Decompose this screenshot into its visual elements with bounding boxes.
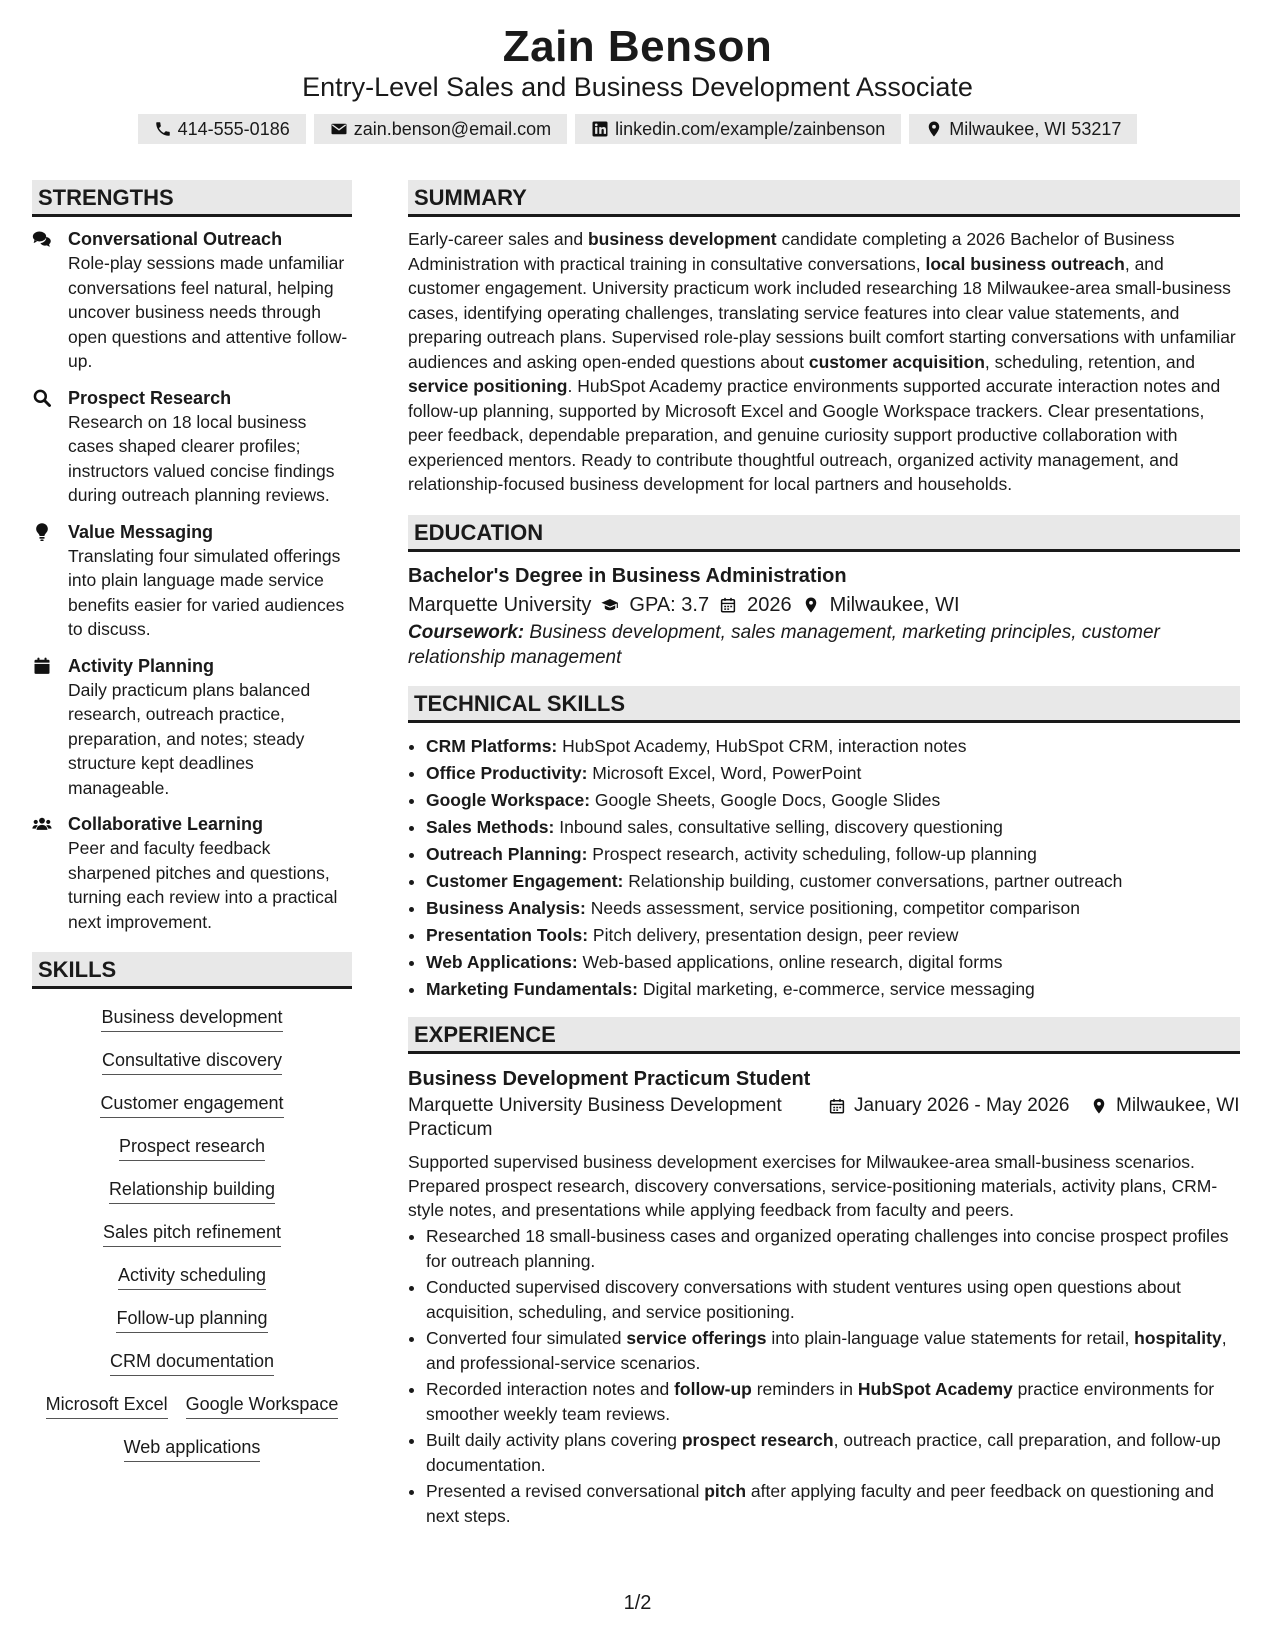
strength-item bbox=[32, 520, 352, 642]
degree-title: Bachelor's Degree in Business Administration bbox=[408, 564, 847, 587]
list-item bbox=[426, 1224, 1240, 1275]
strengths-heading: STRENGTHS bbox=[32, 180, 352, 217]
location-text: Milwaukee, WI 53217 bbox=[949, 118, 1122, 139]
skill-value: Needs assessment, service positioning, competitor comparison bbox=[585, 897, 1080, 918]
map-pin-icon bbox=[802, 596, 820, 614]
skills-list bbox=[32, 999, 352, 1462]
search-icon bbox=[32, 388, 52, 408]
strength-desc: Research on 18 local business cases shaped clearer profiles; instructors valued concise findings during outreach planning reviews. bbox=[68, 411, 335, 505]
bullet-emphasis: service offerings bbox=[626, 1327, 767, 1348]
phone-chip[interactable] bbox=[138, 114, 306, 144]
list-item bbox=[426, 787, 1240, 814]
list-item bbox=[426, 976, 1240, 1003]
skill-value: HubSpot Academy, HubSpot CRM, interaction notes bbox=[557, 735, 967, 756]
bullet-emphasis: hospitality bbox=[1134, 1327, 1222, 1348]
bullet-text: after applying faculty and peer feedback on questioning and next steps. bbox=[426, 1480, 1215, 1526]
strength-desc: Translating four simulated offerings into plain language made service benefits easier for varied audiences to discuss. bbox=[68, 545, 345, 639]
location-chip bbox=[909, 114, 1137, 144]
job-summary: Supported supervised business development exercises for Milwaukee-area small-business scenarios. Prepared prospect research, discovery conversations, service-positioning materials, activity plans, CRM-style notes, and presentations while applying feedback from faculty and peers. bbox=[408, 1151, 1218, 1220]
bullet-text: Built daily activity plans covering bbox=[426, 1429, 682, 1450]
skill-tag: Customer engagement bbox=[100, 1091, 283, 1118]
strength-title: Conversational Outreach bbox=[68, 229, 283, 249]
bullet-text: into plain-language value statements for retail, bbox=[766, 1327, 1135, 1348]
job-location-text: Milwaukee, WI bbox=[1116, 1094, 1240, 1116]
graduation-year: 2026 bbox=[747, 593, 792, 616]
bullet-emphasis: HubSpot Academy bbox=[857, 1378, 1013, 1399]
calendar-icon bbox=[719, 596, 737, 614]
calendar-icon bbox=[32, 656, 52, 676]
list-item bbox=[426, 1428, 1240, 1479]
technical-skills-heading: TECHNICAL SKILLS bbox=[408, 686, 1240, 723]
summary-part: candidate completing a 2026 Bachelor of Business Administration with practical training in consultative conversations, bbox=[408, 229, 1175, 274]
left-column bbox=[32, 180, 352, 1478]
bullet-text: Researched 18 small-business cases and organized operating challenges into concise prospect profiles for outreach planning. bbox=[426, 1225, 1229, 1271]
list-item bbox=[426, 1377, 1240, 1428]
skill-value: Pitch delivery, presentation design, peer review bbox=[588, 924, 959, 945]
list-item bbox=[426, 1326, 1240, 1377]
skill-value: Google Sheets, Google Docs, Google Slides bbox=[590, 789, 941, 810]
skill-tag: Activity scheduling bbox=[118, 1263, 266, 1290]
strength-item bbox=[32, 386, 352, 508]
comments-icon bbox=[32, 229, 52, 249]
bullet-text: , and professional-service scenarios. bbox=[426, 1327, 1227, 1373]
coursework-label: Coursework: bbox=[408, 621, 525, 643]
right-column bbox=[408, 180, 1240, 1530]
skill-value: Relationship building, customer conversations, partner outreach bbox=[623, 870, 1123, 891]
bullet-text: reminders in bbox=[751, 1378, 858, 1399]
list-item bbox=[426, 868, 1240, 895]
summary-heading: SUMMARY bbox=[408, 180, 1240, 217]
skill-value: Microsoft Excel, Word, PowerPoint bbox=[587, 762, 862, 783]
skill-value: Web-based applications, online research, digital forms bbox=[577, 951, 1003, 972]
skill-tag: Business development bbox=[101, 1005, 282, 1032]
calendar-icon bbox=[828, 1097, 846, 1115]
job-meta bbox=[408, 1094, 1240, 1142]
skill-tag: Consultative discovery bbox=[102, 1048, 282, 1075]
summary-emphasis: business development bbox=[587, 229, 777, 249]
skill-tag: Microsoft Excel bbox=[46, 1392, 168, 1419]
summary-text bbox=[408, 227, 1240, 497]
map-pin-icon bbox=[1090, 1097, 1108, 1115]
skill-label: Google Workspace: bbox=[426, 789, 591, 810]
bullet-emphasis: prospect research bbox=[681, 1429, 834, 1450]
lightbulb-icon bbox=[32, 522, 52, 542]
skill-tag: CRM documentation bbox=[110, 1349, 274, 1376]
skill-label: Customer Engagement: bbox=[426, 870, 624, 891]
list-item bbox=[426, 1275, 1240, 1326]
linkedin-chip[interactable] bbox=[575, 114, 901, 144]
contact-bar bbox=[0, 114, 1275, 144]
skill-tag: Follow-up planning bbox=[116, 1306, 267, 1333]
list-item bbox=[426, 949, 1240, 976]
list-item bbox=[426, 841, 1240, 868]
phone-icon bbox=[154, 120, 172, 138]
summary-part: , scheduling, retention, and bbox=[984, 351, 1196, 372]
email-address: zain.benson@email.com bbox=[353, 118, 552, 139]
page-number: 1/2 bbox=[623, 1592, 652, 1614]
employer-name: Marquette University Business Development Practicum bbox=[408, 1094, 782, 1140]
strength-desc: Peer and faculty feedback sharpened pitches and questions, turning each review into a practical next improvement. bbox=[68, 838, 338, 932]
strength-desc: Daily practicum plans balanced research, outreach practice, preparation, and notes; steady structure kept deadlines manageable. bbox=[68, 679, 311, 798]
skill-tag: Relationship building bbox=[109, 1177, 275, 1204]
skill-label: Office Productivity: bbox=[426, 762, 588, 783]
map-pin-icon bbox=[925, 120, 943, 138]
candidate-name: Zain Benson bbox=[502, 22, 773, 71]
strength-desc: Role-play sessions made unfamiliar conversations feel natural, helping uncover business needs through open questions and attentive follow-up. bbox=[68, 253, 348, 371]
skill-label: Marketing Fundamentals: bbox=[426, 978, 638, 999]
strength-item bbox=[32, 227, 352, 374]
bullet-text: Presented a revised conversational bbox=[426, 1480, 705, 1501]
summary-part: Early-career sales and bbox=[408, 229, 588, 249]
strength-title: Activity Planning bbox=[68, 655, 215, 676]
phone-number: 414-555-0186 bbox=[177, 118, 290, 139]
bullet-emphasis: pitch bbox=[704, 1480, 747, 1501]
skill-value: Digital marketing, e-commerce, service messaging bbox=[637, 978, 1035, 999]
candidate-title: Entry-Level Sales and Business Development Associate bbox=[302, 72, 973, 102]
skill-label: Business Analysis: bbox=[426, 897, 586, 918]
list-item bbox=[426, 760, 1240, 787]
summary-emphasis: customer acquisition bbox=[808, 351, 985, 372]
education-meta bbox=[408, 590, 1240, 620]
bullet-text: practice environments for smoother weekly team reviews. bbox=[426, 1378, 1215, 1424]
bullet-text: , outreach practice, call preparation, and follow-up documentation. bbox=[426, 1429, 1221, 1475]
linkedin-url: linkedin.com/example/zainbenson bbox=[615, 118, 886, 139]
list-item bbox=[426, 733, 1240, 760]
job-location bbox=[1090, 1094, 1240, 1142]
job-dates bbox=[818, 1094, 1090, 1142]
skill-label: Web Applications: bbox=[426, 951, 578, 972]
summary-part: . HubSpot Academy practice environments supported accurate interaction notes and follow-up planning, supported by Microsoft Excel and Google Workspace trackers. Clear presentations, peer feedback, dependable preparation, and genuine curiosity support productive collaboration with experienced mentors. Ready to contribute thoughtful outreach, organized activity management, and relationship-focused business development for local partners and households. bbox=[408, 376, 1221, 494]
list-item bbox=[426, 1479, 1240, 1530]
strength-title: Value Messaging bbox=[68, 521, 214, 542]
skills-heading: SKILLS bbox=[32, 952, 352, 989]
bullet-text: Recorded interaction notes and bbox=[426, 1378, 675, 1399]
job-bullets bbox=[408, 1224, 1240, 1530]
coursework-list: Business development, sales management, marketing principles, customer relationship management bbox=[408, 621, 1160, 668]
users-icon bbox=[32, 814, 52, 834]
strength-title: Collaborative Learning bbox=[68, 814, 264, 834]
skill-tag: Prospect research bbox=[119, 1134, 265, 1161]
education-heading: EDUCATION bbox=[408, 515, 1240, 552]
experience-heading: EXPERIENCE bbox=[408, 1017, 1240, 1054]
strength-title: Prospect Research bbox=[68, 387, 232, 408]
skill-tag: Sales pitch refinement bbox=[103, 1220, 281, 1247]
job-date-range: January 2026 - May 2026 bbox=[854, 1094, 1070, 1116]
skill-value: Prospect research, activity scheduling, follow-up planning bbox=[587, 843, 1037, 864]
email-chip[interactable] bbox=[314, 114, 567, 144]
skill-label: Sales Methods: bbox=[426, 816, 555, 837]
gpa-value: GPA: 3.7 bbox=[629, 593, 710, 616]
skill-label: Outreach Planning: bbox=[426, 843, 588, 864]
coursework bbox=[408, 620, 1240, 670]
school-location: Milwaukee, WI bbox=[829, 593, 960, 616]
strength-item bbox=[32, 654, 352, 801]
skill-label: Presentation Tools: bbox=[426, 924, 589, 945]
school-name: Marquette University bbox=[408, 593, 592, 616]
technical-skills-list bbox=[408, 733, 1240, 1003]
summary-emphasis: local business outreach bbox=[925, 253, 1125, 274]
strength-item bbox=[32, 812, 352, 934]
summary-emphasis: service positioning bbox=[408, 376, 568, 396]
bullet-text: Converted four simulated bbox=[426, 1327, 627, 1348]
bullet-emphasis: follow-up bbox=[674, 1378, 752, 1399]
envelope-icon bbox=[330, 120, 348, 138]
linkedin-icon bbox=[591, 120, 609, 138]
skill-label: CRM Platforms: bbox=[426, 735, 558, 756]
list-item bbox=[426, 922, 1240, 949]
list-item bbox=[426, 814, 1240, 841]
list-item bbox=[426, 895, 1240, 922]
summary-part: , and customer engagement. University practicum work included researching 18 Milwaukee-area small-business cases, identifying operating challenges, translating service features into clear value statements, and preparing outreach plans. Supervised role-play sessions built comfort starting conversations with unfamiliar audiences and asking open-ended questions about bbox=[408, 253, 1236, 372]
skill-tag: Web applications bbox=[124, 1435, 261, 1462]
graduation-cap-icon bbox=[601, 596, 619, 614]
skill-value: Inbound sales, consultative selling, discovery questioning bbox=[554, 816, 1003, 837]
bullet-text: Conducted supervised discovery conversations with student ventures using open questions about acquisition, scheduling, and service positioning. bbox=[426, 1276, 1181, 1322]
skill-tag: Google Workspace bbox=[186, 1392, 339, 1419]
job-title: Business Development Practicum Student bbox=[408, 1067, 811, 1090]
